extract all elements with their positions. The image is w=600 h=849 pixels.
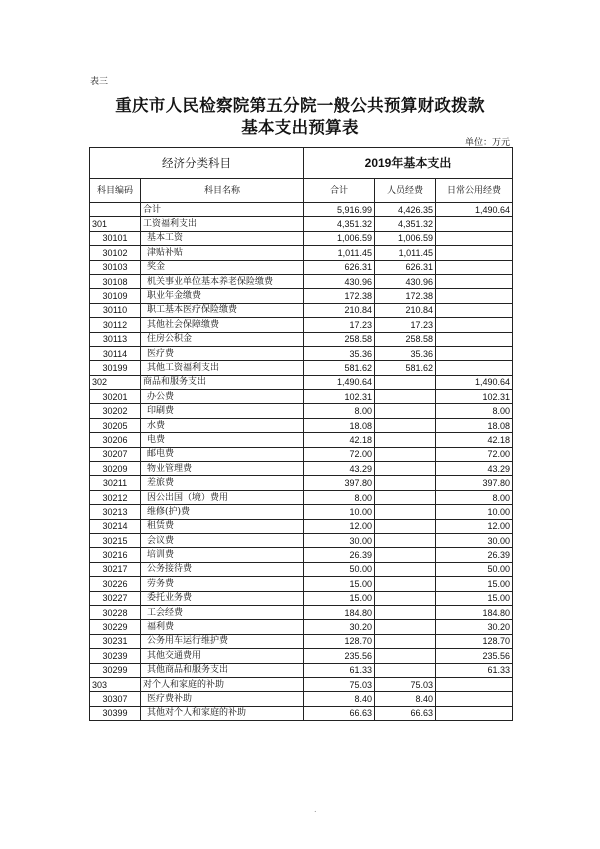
table-row <box>90 332 513 346</box>
row-public: 43.29 <box>436 462 513 476</box>
row-personnel <box>375 591 436 605</box>
row-public: 235.56 <box>436 649 513 663</box>
row-name: 其他商品和服务支出 <box>141 663 304 677</box>
col-header-public: 日常公用经费 <box>436 179 513 203</box>
row-personnel <box>375 548 436 562</box>
row-name: 其他社会保障缴费 <box>141 318 304 332</box>
row-personnel <box>375 519 436 533</box>
row-personnel: 4,426.35 <box>375 203 436 217</box>
row-personnel <box>375 577 436 591</box>
row-total: 8.40 <box>304 692 375 706</box>
row-personnel <box>375 620 436 634</box>
row-total: 235.56 <box>304 649 375 663</box>
table-row <box>90 318 513 332</box>
table-row <box>90 476 513 490</box>
row-name: 基本工资 <box>141 231 304 245</box>
row-total: 72.00 <box>304 447 375 461</box>
table-row <box>90 548 513 562</box>
row-public: 26.39 <box>436 548 513 562</box>
row-code: 30109 <box>90 289 141 303</box>
row-code: 30101 <box>90 231 141 245</box>
row-total: 43.29 <box>304 462 375 476</box>
table-row <box>90 706 513 720</box>
row-public <box>436 246 513 260</box>
table-row <box>90 490 513 504</box>
row-code: 30214 <box>90 519 141 533</box>
row-total: 397.80 <box>304 476 375 490</box>
row-public: 12.00 <box>436 519 513 533</box>
row-personnel <box>375 605 436 619</box>
table-row <box>90 562 513 576</box>
row-public <box>436 332 513 346</box>
row-total: 50.00 <box>304 562 375 576</box>
row-public <box>436 346 513 360</box>
row-name: 医疗费补助 <box>141 692 304 706</box>
row-name: 租赁费 <box>141 519 304 533</box>
row-personnel <box>375 404 436 418</box>
table-body <box>90 203 513 721</box>
row-public: 72.00 <box>436 447 513 461</box>
table-row <box>90 346 513 360</box>
table-row <box>90 303 513 317</box>
row-code: 30207 <box>90 447 141 461</box>
row-code: 30112 <box>90 318 141 332</box>
footer-mark: . <box>314 805 317 814</box>
document-subtitle: 基本支出预算表 <box>241 118 359 137</box>
row-public: 102.31 <box>436 390 513 404</box>
table-row <box>90 217 513 231</box>
row-public: 15.00 <box>436 591 513 605</box>
row-name: 电费 <box>141 433 304 447</box>
row-code: 30108 <box>90 274 141 288</box>
row-personnel <box>375 433 436 447</box>
row-name: 公务用车运行维护费 <box>141 634 304 648</box>
row-public: 50.00 <box>436 562 513 576</box>
row-public: 8.00 <box>436 490 513 504</box>
row-total: 66.63 <box>304 706 375 720</box>
table-row <box>90 533 513 547</box>
row-public: 10.00 <box>436 505 513 519</box>
table-row <box>90 260 513 274</box>
row-code: 30226 <box>90 577 141 591</box>
row-name: 津贴补贴 <box>141 246 304 260</box>
table-row <box>90 577 513 591</box>
row-personnel: 1,011.45 <box>375 246 436 260</box>
row-public: 1,490.64 <box>436 203 513 217</box>
col-header-total: 合计 <box>304 179 375 203</box>
row-public: 128.70 <box>436 634 513 648</box>
row-personnel: 8.40 <box>375 692 436 706</box>
basic-expenditure-header: 2019年基本支出 <box>304 148 513 179</box>
row-total: 17.23 <box>304 318 375 332</box>
row-name: 劳务费 <box>141 577 304 591</box>
row-code: 30227 <box>90 591 141 605</box>
table-row <box>90 505 513 519</box>
row-name: 水费 <box>141 418 304 432</box>
row-code: 30213 <box>90 505 141 519</box>
row-public: 61.33 <box>436 663 513 677</box>
row-total: 12.00 <box>304 519 375 533</box>
row-public: 30.00 <box>436 533 513 547</box>
economic-category-header: 经济分类科目 <box>90 148 304 179</box>
row-total: 581.62 <box>304 361 375 375</box>
row-public: 184.80 <box>436 605 513 619</box>
row-name: 商品和服务支出 <box>141 375 304 389</box>
row-personnel <box>375 663 436 677</box>
row-code: 30102 <box>90 246 141 260</box>
row-personnel: 258.58 <box>375 332 436 346</box>
table-row <box>90 418 513 432</box>
row-code: 30211 <box>90 476 141 490</box>
row-total: 210.84 <box>304 303 375 317</box>
row-total: 430.96 <box>304 274 375 288</box>
row-total: 172.38 <box>304 289 375 303</box>
row-code: 30399 <box>90 706 141 720</box>
row-code: 30206 <box>90 433 141 447</box>
row-code: 30217 <box>90 562 141 576</box>
row-name: 对个人和家庭的补助 <box>141 677 304 691</box>
row-personnel: 210.84 <box>375 303 436 317</box>
row-public <box>436 318 513 332</box>
row-personnel: 581.62 <box>375 361 436 375</box>
row-total: 30.00 <box>304 533 375 547</box>
row-total: 18.08 <box>304 418 375 432</box>
row-public <box>436 217 513 231</box>
row-code: 30114 <box>90 346 141 360</box>
row-code: 303 <box>90 677 141 691</box>
table-row <box>90 591 513 605</box>
row-code: 30202 <box>90 404 141 418</box>
table-row <box>90 663 513 677</box>
row-code: 30103 <box>90 260 141 274</box>
table-row <box>90 649 513 663</box>
row-public <box>436 677 513 691</box>
table-row <box>90 231 513 245</box>
row-public: 397.80 <box>436 476 513 490</box>
group-header-row <box>90 148 513 179</box>
row-total: 128.70 <box>304 634 375 648</box>
row-code: 30231 <box>90 634 141 648</box>
row-code: 30113 <box>90 332 141 346</box>
row-public <box>436 706 513 720</box>
row-name: 办公费 <box>141 390 304 404</box>
row-name: 公务接待费 <box>141 562 304 576</box>
row-personnel: 626.31 <box>375 260 436 274</box>
row-personnel: 35.36 <box>375 346 436 360</box>
row-total: 626.31 <box>304 260 375 274</box>
row-name: 其他交通费用 <box>141 649 304 663</box>
row-name: 奖金 <box>141 260 304 274</box>
row-total: 15.00 <box>304 591 375 605</box>
row-public: 18.08 <box>436 418 513 432</box>
row-name: 职业年金缴费 <box>141 289 304 303</box>
row-name: 因公出国（境）费用 <box>141 490 304 504</box>
row-name: 机关事业单位基本养老保险缴费 <box>141 274 304 288</box>
budget-table <box>89 147 513 721</box>
row-name: 工资福利支出 <box>141 217 304 231</box>
row-personnel: 430.96 <box>375 274 436 288</box>
row-total: 258.58 <box>304 332 375 346</box>
row-public <box>436 260 513 274</box>
row-public: 30.20 <box>436 620 513 634</box>
row-public <box>436 231 513 245</box>
row-personnel: 66.63 <box>375 706 436 720</box>
row-public <box>436 361 513 375</box>
table-row <box>90 519 513 533</box>
row-total: 8.00 <box>304 404 375 418</box>
row-name: 福利费 <box>141 620 304 634</box>
row-name: 差旅费 <box>141 476 304 490</box>
row-personnel <box>375 649 436 663</box>
row-name: 职工基本医疗保险缴费 <box>141 303 304 317</box>
row-total: 4,351.32 <box>304 217 375 231</box>
row-personnel <box>375 418 436 432</box>
row-name: 邮电费 <box>141 447 304 461</box>
row-name: 会议费 <box>141 533 304 547</box>
row-total: 75.03 <box>304 677 375 691</box>
row-name: 住房公积金 <box>141 332 304 346</box>
col-header-code: 科目编码 <box>90 179 141 203</box>
row-public <box>436 692 513 706</box>
row-code: 30110 <box>90 303 141 317</box>
row-total: 102.31 <box>304 390 375 404</box>
row-total: 8.00 <box>304 490 375 504</box>
row-code: 30199 <box>90 361 141 375</box>
document-title: 重庆市人民检察院第五分院一般公共预算财政拨款 <box>115 96 485 115</box>
row-personnel: 4,351.32 <box>375 217 436 231</box>
row-personnel <box>375 375 436 389</box>
table-row <box>90 605 513 619</box>
row-code <box>90 203 141 217</box>
row-total: 10.00 <box>304 505 375 519</box>
row-personnel: 1,006.59 <box>375 231 436 245</box>
column-header-row <box>90 179 513 203</box>
row-code: 30201 <box>90 390 141 404</box>
row-personnel <box>375 533 436 547</box>
row-total: 35.36 <box>304 346 375 360</box>
row-personnel <box>375 634 436 648</box>
row-name: 印刷费 <box>141 404 304 418</box>
row-total: 61.33 <box>304 663 375 677</box>
row-personnel <box>375 390 436 404</box>
row-code: 30239 <box>90 649 141 663</box>
table-row <box>90 620 513 634</box>
row-name: 物业管理费 <box>141 462 304 476</box>
row-name: 培训费 <box>141 548 304 562</box>
row-public: 1,490.64 <box>436 375 513 389</box>
row-code: 30212 <box>90 490 141 504</box>
table-row <box>90 447 513 461</box>
row-code: 30215 <box>90 533 141 547</box>
row-total: 30.20 <box>304 620 375 634</box>
table-row <box>90 433 513 447</box>
row-code: 301 <box>90 217 141 231</box>
table-row <box>90 203 513 217</box>
table-row <box>90 390 513 404</box>
row-public <box>436 303 513 317</box>
row-public: 8.00 <box>436 404 513 418</box>
row-name: 维修(护)费 <box>141 505 304 519</box>
row-code: 30307 <box>90 692 141 706</box>
row-total: 184.80 <box>304 605 375 619</box>
table-row <box>90 692 513 706</box>
table-row <box>90 462 513 476</box>
table-row <box>90 274 513 288</box>
table-row <box>90 246 513 260</box>
row-name: 工会经费 <box>141 605 304 619</box>
table-label: 表三 <box>90 77 109 87</box>
row-total: 1,490.64 <box>304 375 375 389</box>
row-name: 其他对个人和家庭的补助 <box>141 706 304 720</box>
row-name: 医疗费 <box>141 346 304 360</box>
row-personnel: 172.38 <box>375 289 436 303</box>
row-code: 30205 <box>90 418 141 432</box>
unit-note: 单位：万元 <box>464 138 510 148</box>
row-personnel <box>375 562 436 576</box>
row-personnel <box>375 447 436 461</box>
table-row <box>90 361 513 375</box>
row-personnel <box>375 462 436 476</box>
row-total: 5,916.99 <box>304 203 375 217</box>
row-total: 26.39 <box>304 548 375 562</box>
table-row <box>90 404 513 418</box>
row-total: 15.00 <box>304 577 375 591</box>
row-personnel <box>375 490 436 504</box>
row-code: 30216 <box>90 548 141 562</box>
row-code: 30229 <box>90 620 141 634</box>
row-total: 1,011.45 <box>304 246 375 260</box>
row-public <box>436 274 513 288</box>
row-public: 42.18 <box>436 433 513 447</box>
row-personnel: 17.23 <box>375 318 436 332</box>
row-personnel <box>375 505 436 519</box>
table-row <box>90 677 513 691</box>
row-code: 30228 <box>90 605 141 619</box>
row-public: 15.00 <box>436 577 513 591</box>
row-name: 其他工资福利支出 <box>141 361 304 375</box>
col-header-personnel: 人员经费 <box>375 179 436 203</box>
row-code: 302 <box>90 375 141 389</box>
row-name: 委托业务费 <box>141 591 304 605</box>
row-personnel: 75.03 <box>375 677 436 691</box>
row-code: 30209 <box>90 462 141 476</box>
row-name: 合计 <box>141 203 304 217</box>
table-row <box>90 375 513 389</box>
col-header-name: 科目名称 <box>141 179 304 203</box>
row-personnel <box>375 476 436 490</box>
table-row <box>90 634 513 648</box>
row-total: 1,006.59 <box>304 231 375 245</box>
row-code: 30299 <box>90 663 141 677</box>
row-total: 42.18 <box>304 433 375 447</box>
row-public <box>436 289 513 303</box>
table-row <box>90 289 513 303</box>
